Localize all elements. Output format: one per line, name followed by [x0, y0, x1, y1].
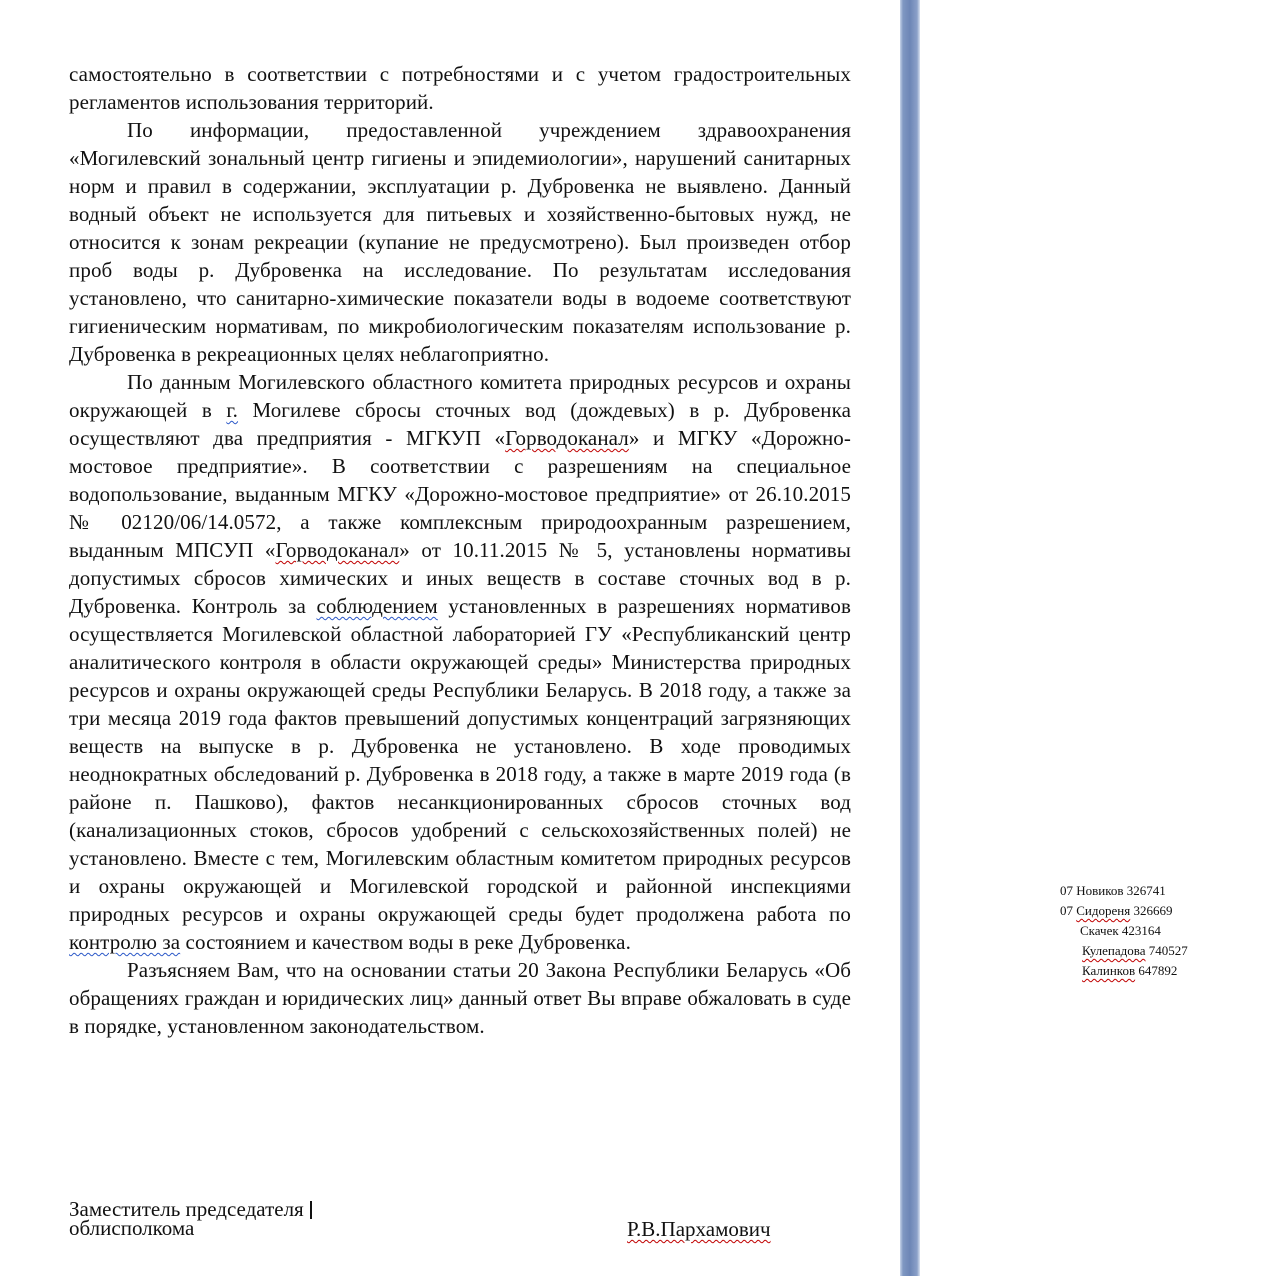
contact-row — [1060, 921, 1188, 941]
paragraph — [69, 956, 851, 1040]
paragraph-text: установленных в разрешениях нормативов осуществляется Могилевской областной лабораторией ГУ «Республиканский центр аналитического контроля в области окружающей среды» Министерства природных ресурсов и охраны окружающей среды Республики Беларусь. В 2018 году, а также за три месяца 2019 года фактов превышений допустимых концентраций загрязняющих веществ на выпуске в р. Дубровенка не установлено. В ходе проводимых неоднократных обследований р. Дубровенка в 2018 году, а также в марте 2019 года (в районе п. Пашково), фактов несанкционированных сбросов сточных вод (канализационных стоков, сбросов удобрений с сельскохозяйственных полей) не установлено. Вместе с тем, Могилевским областным комитетом природных ресурсов и охраны окружающей и Могилевской городской и районной инспекциями природных ресурсов и охраны окружающей среды будет продолжена работа по — [69, 594, 852, 926]
contact-name: Кулепадова — [1082, 943, 1146, 958]
contact-row — [1060, 881, 1188, 901]
contact-phone: 326741 — [1123, 883, 1166, 898]
paragraph — [69, 368, 851, 956]
contact-row — [1060, 961, 1188, 981]
paragraph-text: » и МГКУ «Дорожно-мостовое предприятие». В соответствии с разрешениям на специальное водопользование, выданным МГКУ «Дорожно-мостовое предприятие» от 26.10.2015 № 02120/06/14.0572, а также комплексным природоохранным разрешением, выданным МПСУП « — [69, 426, 851, 562]
signer-title-line: Заместитель председателя — [69, 1197, 304, 1221]
grammar-flagged-word: контролю за — [69, 930, 181, 954]
contact-phone: 423164 — [1118, 923, 1161, 938]
paragraph-text: самостоятельно в соответствии с потребностями и с учетом градостроительных регламентов использования территорий. — [69, 62, 851, 114]
paragraph-text: По данным Могилевского областного комитета природных ресурсов и охраны окружающей в — [69, 370, 851, 422]
contact-row — [1060, 901, 1188, 921]
page-edge-divider — [900, 0, 920, 1276]
contacts-list — [1060, 881, 1188, 981]
paragraph-text: » от 10.11.2015 № 5, установлены нормативы допустимых сбросов химических и иных веществ в составе сточных вод в р. Дубровенка. Контроль за — [69, 538, 851, 618]
contact-prefix: 07 — [1060, 883, 1077, 898]
contact-row — [1060, 941, 1188, 961]
contact-prefix: 07 — [1060, 903, 1077, 918]
spellcheck-flagged-word: Горводоканал — [275, 538, 400, 562]
spellcheck-flagged-word: Горводоканал — [505, 426, 629, 450]
document-body[interactable] — [69, 60, 851, 1040]
signer-title-line: облисполкома — [69, 1216, 195, 1240]
contact-phone: 647892 — [1135, 963, 1178, 978]
text-cursor — [310, 1201, 312, 1219]
margin-area — [920, 0, 1280, 1276]
contact-name: Новиков — [1076, 883, 1124, 898]
contact-name: Сидореня — [1076, 903, 1131, 918]
contact-phone: 326669 — [1130, 903, 1173, 918]
grammar-flagged-word: г. — [226, 398, 239, 422]
paragraph-text: Могилеве сбросы сточных вод (дождевых) в р. Дубровенка осуществляют два предприятия - МГКУП « — [69, 398, 851, 450]
contact-phone: 740527 — [1145, 943, 1188, 958]
paragraph — [69, 60, 851, 116]
grammar-flagged-word: соблюдением — [316, 594, 438, 618]
contact-name: Скачек — [1080, 923, 1119, 938]
signer-name: Р.В.Пархамович — [627, 1217, 771, 1241]
signer-title — [69, 1197, 312, 1240]
paragraph-text: Разъясняем Вам, что на основании статьи 20 Закона Республики Беларусь «Об обращениях граждан и юридических лиц» данный ответ Вы вправе обжаловать в суде в порядке, установленном законодательством. — [69, 958, 851, 1038]
paragraph-text: состоянием и качеством воды в реке Дубровенка. — [180, 930, 631, 954]
paragraph-text: По информации, предоставленной учреждением здравоохранения «Могилевский зональный центр гигиены и эпидемиологии», нарушений санитарных норм и правил в содержании, эксплуатации р. Дубровенка не выявлено. Данный водный объект не используется для питьевых и хозяйственно-бытовых нужд, не относится к зонам рекреации (купание не предусмотрено). Был произведен отбор проб воды р. Дубровенка на исследование. По результатам исследования установлено, что санитарно-химические показатели воды в водоеме соответствуют гигиеническим нормативам, по микробиологическим показателям использование р. Дубровенка в рекреационных целях неблагоприятно. — [69, 118, 851, 366]
contact-name: Калинков — [1082, 963, 1136, 978]
paragraph — [69, 116, 851, 368]
